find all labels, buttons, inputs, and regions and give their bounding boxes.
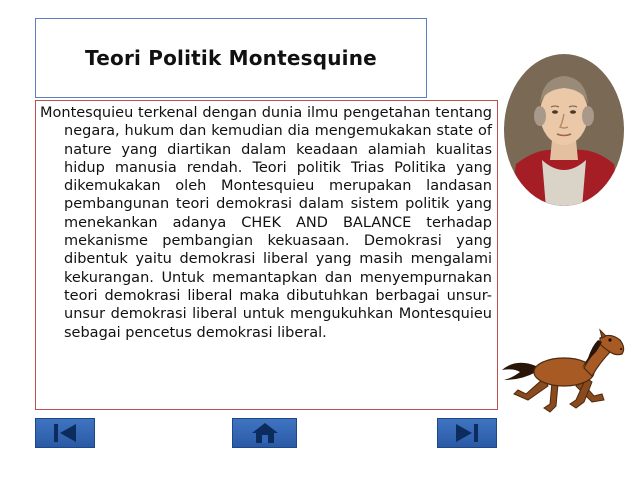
slide-title: Teori Politik Montesquine	[85, 46, 377, 70]
last-slide-button[interactable]	[437, 418, 497, 448]
first-slide-button[interactable]	[35, 418, 95, 448]
home-icon	[250, 421, 280, 445]
portrait-image	[502, 52, 626, 208]
first-slide-icon	[51, 422, 79, 444]
slide-body-text: Montesquieu terkenal dengan dunia ilmu pengetahan tentang negara, hukum dan kemudian dia mengemukakan state of nature yang diartikan dalam keadaan alamiah kualitas hidup manusia rendah. Teori politik Trias Politika yang dikemukakan oleh Montesquieu merupakan landasan pembangunan teori demokrasi dalam sistem politik yang menekankan adanya CHEK AND BALANCE terhadap mekanisme pembangian kekuasaan. Demokrasi yang dibentuk yaitu demokrasi liberal yang masih mengalami kekurangan. Untuk memantapkan dan menyempurnakan teori demokrasi liberal maka dibutuhkan berbagai unsur-unsur demokrasi liberal untuk mengukuhkan Montesquieu sebagai pencetus demokrasi liberal.	[40, 105, 492, 341]
title-box	[35, 18, 427, 98]
last-slide-icon	[453, 422, 481, 444]
home-button[interactable]	[232, 418, 297, 448]
horse-image	[498, 328, 628, 418]
